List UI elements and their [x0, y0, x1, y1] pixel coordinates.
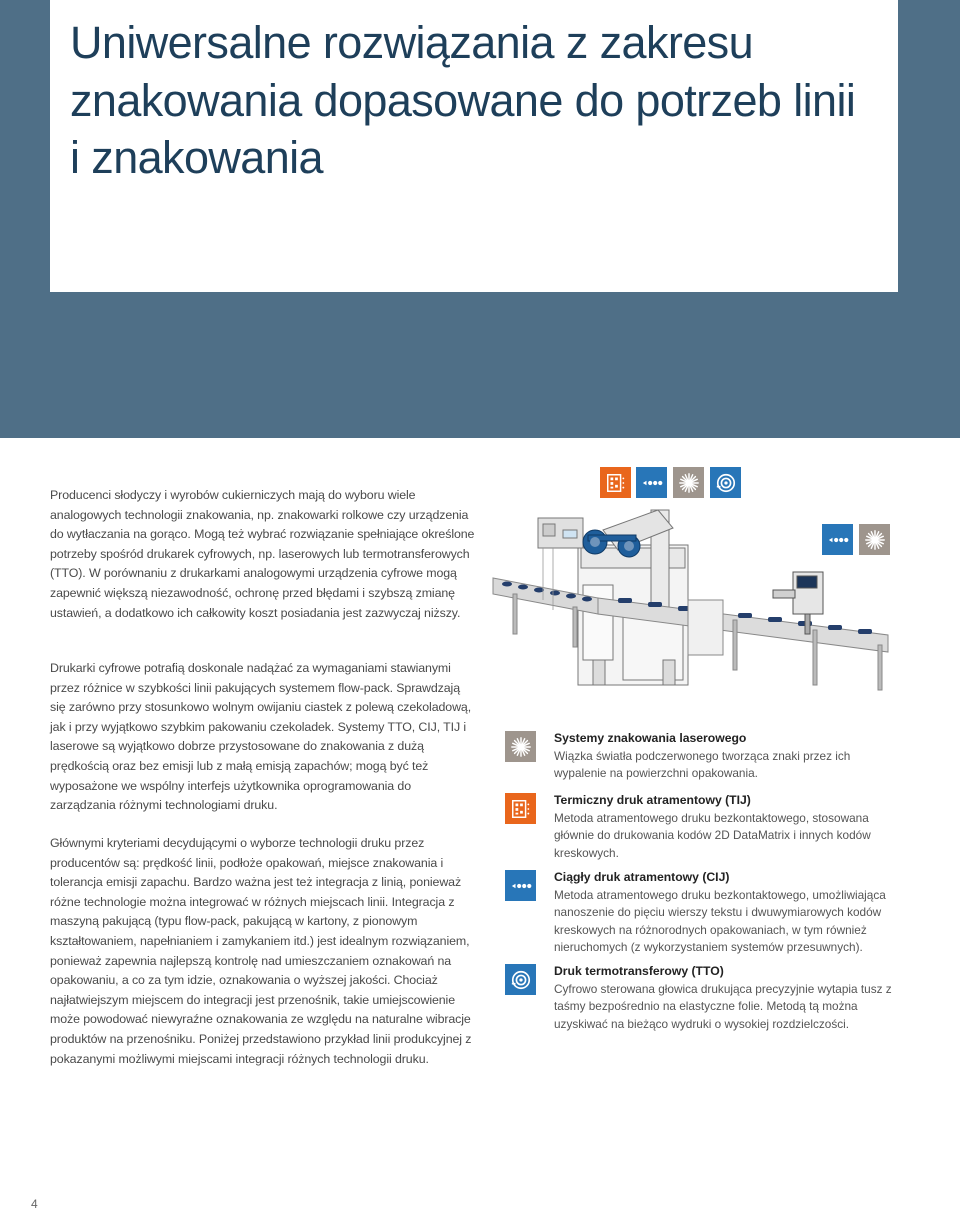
tij-icon [505, 793, 536, 824]
legend-description: Metoda atramentowego druku bezkontaktowego, umożliwiająca nanoszenie do pięciu wierszy tekstu i dwuwymiarowych kodów kreskowych na różnorodnych opakowaniach, w tym również nieruchomych (z wykorzystaniem systemów przesuwnych). [554, 888, 886, 955]
title-card [50, 0, 898, 292]
legend-description: Wiązka światła podczerwonego tworząca znaki przez ich wypalenie na powierzchni opakowania. [554, 749, 851, 781]
legend-title: Druk termotransferowy (TTO) [554, 964, 724, 978]
legend-item-tto [505, 964, 905, 1031]
legend-item-laser [505, 731, 905, 781]
body-paragraph-2: Drukarki cyfrowe potrafią doskonale nadążać za wymaganiami stawianymi przez różnice w szybkości linii pakujących systemem flow-pack. Sprawdzają się zarówno przy stosunkowo wolnym owijaniu ciastek z polewą czekoladową, jak i przy wyjątkowo szybkim pakowaniu czekoladek. Systemy TTO, CIJ, TIJ i laserowe są wyjątkowo dobrze przystosowane do znakowania z dużą prędkością oraz bez emisji lub z małą emisją zapachów; mogą być też wyposażone we wspólny interfejs użytkownika oprogramowania do zarządzania różnymi technologiami druku. [50, 661, 472, 813]
legend-title: Ciągły druk atramentowy (CIJ) [554, 870, 730, 884]
production-line-illustration [483, 490, 903, 700]
hero-band [0, 0, 960, 438]
legend-description: Metoda atramentowego druku bezkontaktowego, stosowana głównie do drukowania kodów 2D DataMatrix i innych kodów kreskowych. [554, 811, 871, 860]
legend-title: Systemy znakowania laserowego [554, 731, 747, 745]
cij-icon [505, 870, 536, 901]
laser-icon [505, 731, 536, 762]
legend-item-cij [505, 870, 905, 955]
legend-item-tij [505, 793, 905, 860]
legend-description: Cyfrowo sterowana głowica drukująca precyzyjnie wytapia tusz z taśmy bezpośrednio na elastyczne folie. Metodą tą można uzyskiwać na bieżąco wydruki o wysokiej rozdzielczości. [554, 982, 892, 1031]
legend-title: Termiczny druk atramentowy (TIJ) [554, 793, 751, 807]
body-paragraph-3: Głównymi kryteriami decydującymi o wyborze technologii druku przez producentów są: prędkość linii, podłoże opakowań, miejsce znakowania i tolerancja emisji zapachu. Bardzo ważna jest też integracja z linią, ponieważ różne technologie można integrować w różnych miejscach linii. Integracja z maszyną pakującą (typu flow-pack, pakującą w kartony, z pionowym kształtowaniem, napełnianiem i zamykaniem itd.) jest idealnym rozwiązaniem, ponieważ zapewnia najlepszą kontrolę nad umieszczaniem oznakowań na opakowaniu, a co za tym idzie, oznakowania o wyższej jakości. Chociaż najłatwiejszym miejscem do integracji jest przenośnik, takie umiejscowienie może powodować niewyraźne oznakowania ze względu na naturalne wibracje produktów na przenośniku. Poniżej przedstawiono przykład linii produkcyjnej z pokazanymi możliwymi miejscami integracji różnych technologii druku. [50, 836, 472, 1066]
page-title: Uniwersalne rozwiązania z zakresu znakowania dopasowane do potrzeb linii i znakowania [70, 17, 856, 183]
tto-icon [505, 964, 536, 995]
page-number: 4 [31, 1197, 38, 1211]
intro-paragraph: Producenci słodyczy i wyrobów cukierniczych mają do wyboru wiele analogowych technologii znakowania, np. znakowarki rolkowe czy urządzenia do wytłaczania na gorąco. Mogą też wybrać rozwiązanie spełniające określone potrzeby spośród drukarek cyfrowych, np. laserowych lub termotransferowych (TTO). W porównaniu z drukarkami analogowymi urządzenia cyfrowe mogą zapewnić większą niezawodność, ochronę przed błędami i szybszą zmianę ustawień, a dodatkowo ich całkowity koszt posiadania jest zazwyczaj niższy. [50, 488, 475, 620]
